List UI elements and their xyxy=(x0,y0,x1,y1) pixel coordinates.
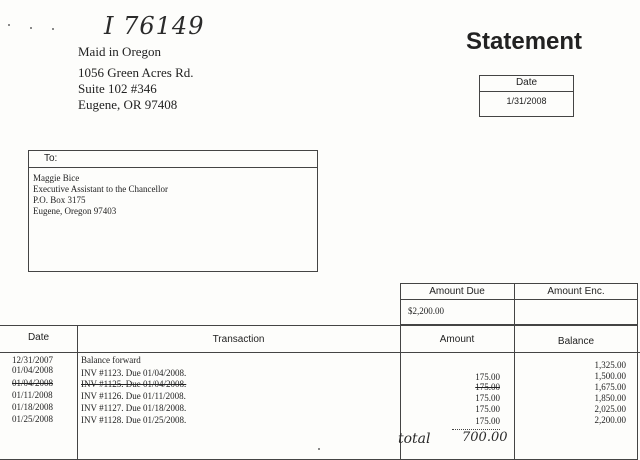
scan-speck xyxy=(8,24,10,26)
row-balance: 2,200.00 xyxy=(594,415,626,425)
document-title: Statement xyxy=(466,28,583,55)
handwritten-total-value: 700.00 xyxy=(462,430,508,445)
row-amount: 175.00 xyxy=(475,372,500,382)
table-col-divider-1 xyxy=(77,325,78,460)
row-date: 01/04/2008 xyxy=(12,378,54,388)
amount-due-label: Amount Due xyxy=(429,286,485,297)
company-name: Maid in Oregon xyxy=(78,44,162,59)
handwritten-total-label: total xyxy=(398,431,431,447)
row-transaction: INV #1126. Due 01/11/2008. xyxy=(81,391,186,401)
row-balance: 1,325.00 xyxy=(594,360,626,370)
recipient-city: Eugene, Oregon 97403 xyxy=(33,206,117,216)
recipient-po-box: P.O. Box 3175 xyxy=(33,195,86,205)
row-transaction: Balance forward xyxy=(81,355,141,365)
row-transaction: INV #1128. Due 01/25/2008. xyxy=(81,415,187,425)
row-transaction: INV #1123. Due 01/04/2008. xyxy=(81,368,187,378)
row-balance: 1,500.00 xyxy=(594,371,626,381)
row-date: 01/04/2008 xyxy=(12,365,54,375)
row-date: 01/18/2008 xyxy=(12,402,54,412)
row-balance: 2,025.00 xyxy=(594,404,626,414)
recipient-name: Maggie Bice xyxy=(33,173,80,183)
address-line-2: Suite 102 #346 xyxy=(78,81,157,96)
date-box-divider xyxy=(479,91,574,92)
row-transaction: INV #1125. Due 01/04/2008. xyxy=(81,379,187,389)
col-header-date: Date xyxy=(27,332,50,343)
row-amount: 175.00 xyxy=(475,393,500,403)
row-date: 01/11/2008 xyxy=(12,390,53,400)
date-box-label: Date xyxy=(515,77,538,88)
amount-summary-divider-h xyxy=(400,299,638,300)
row-balance: 1,675.00 xyxy=(594,382,626,392)
row-amount: 175.00 xyxy=(475,404,500,414)
recipient-box-divider xyxy=(28,167,318,168)
row-date: 12/31/2007 xyxy=(12,355,54,365)
row-transaction: INV #1127. Due 01/18/2008. xyxy=(81,403,187,413)
recipient-title: Executive Assistant to the Chancellor xyxy=(33,184,168,194)
col-header-balance: Balance xyxy=(557,336,595,347)
date-box-value: 1/31/2008 xyxy=(506,96,547,106)
row-balance: 1,850.00 xyxy=(594,393,626,403)
scan-speck xyxy=(30,27,32,29)
amount-enc-label: Amount Enc. xyxy=(547,286,605,297)
row-amount: 175.00 xyxy=(475,382,500,392)
address-line-1: 1056 Green Acres Rd. xyxy=(78,65,194,80)
col-header-transaction: Transaction xyxy=(212,334,265,345)
handwritten-invoice-id: I 76149 xyxy=(104,12,205,40)
col-header-amount: Amount xyxy=(439,334,475,345)
row-amount: 175.00 xyxy=(475,416,500,426)
recipient-label: To: xyxy=(44,153,58,164)
row-date: 01/25/2008 xyxy=(12,414,54,424)
address-line-3: Eugene, OR 97408 xyxy=(78,97,178,112)
scan-speck xyxy=(52,28,54,30)
table-header-divider xyxy=(0,352,640,353)
amount-due-value: $2,200.00 xyxy=(408,306,444,316)
